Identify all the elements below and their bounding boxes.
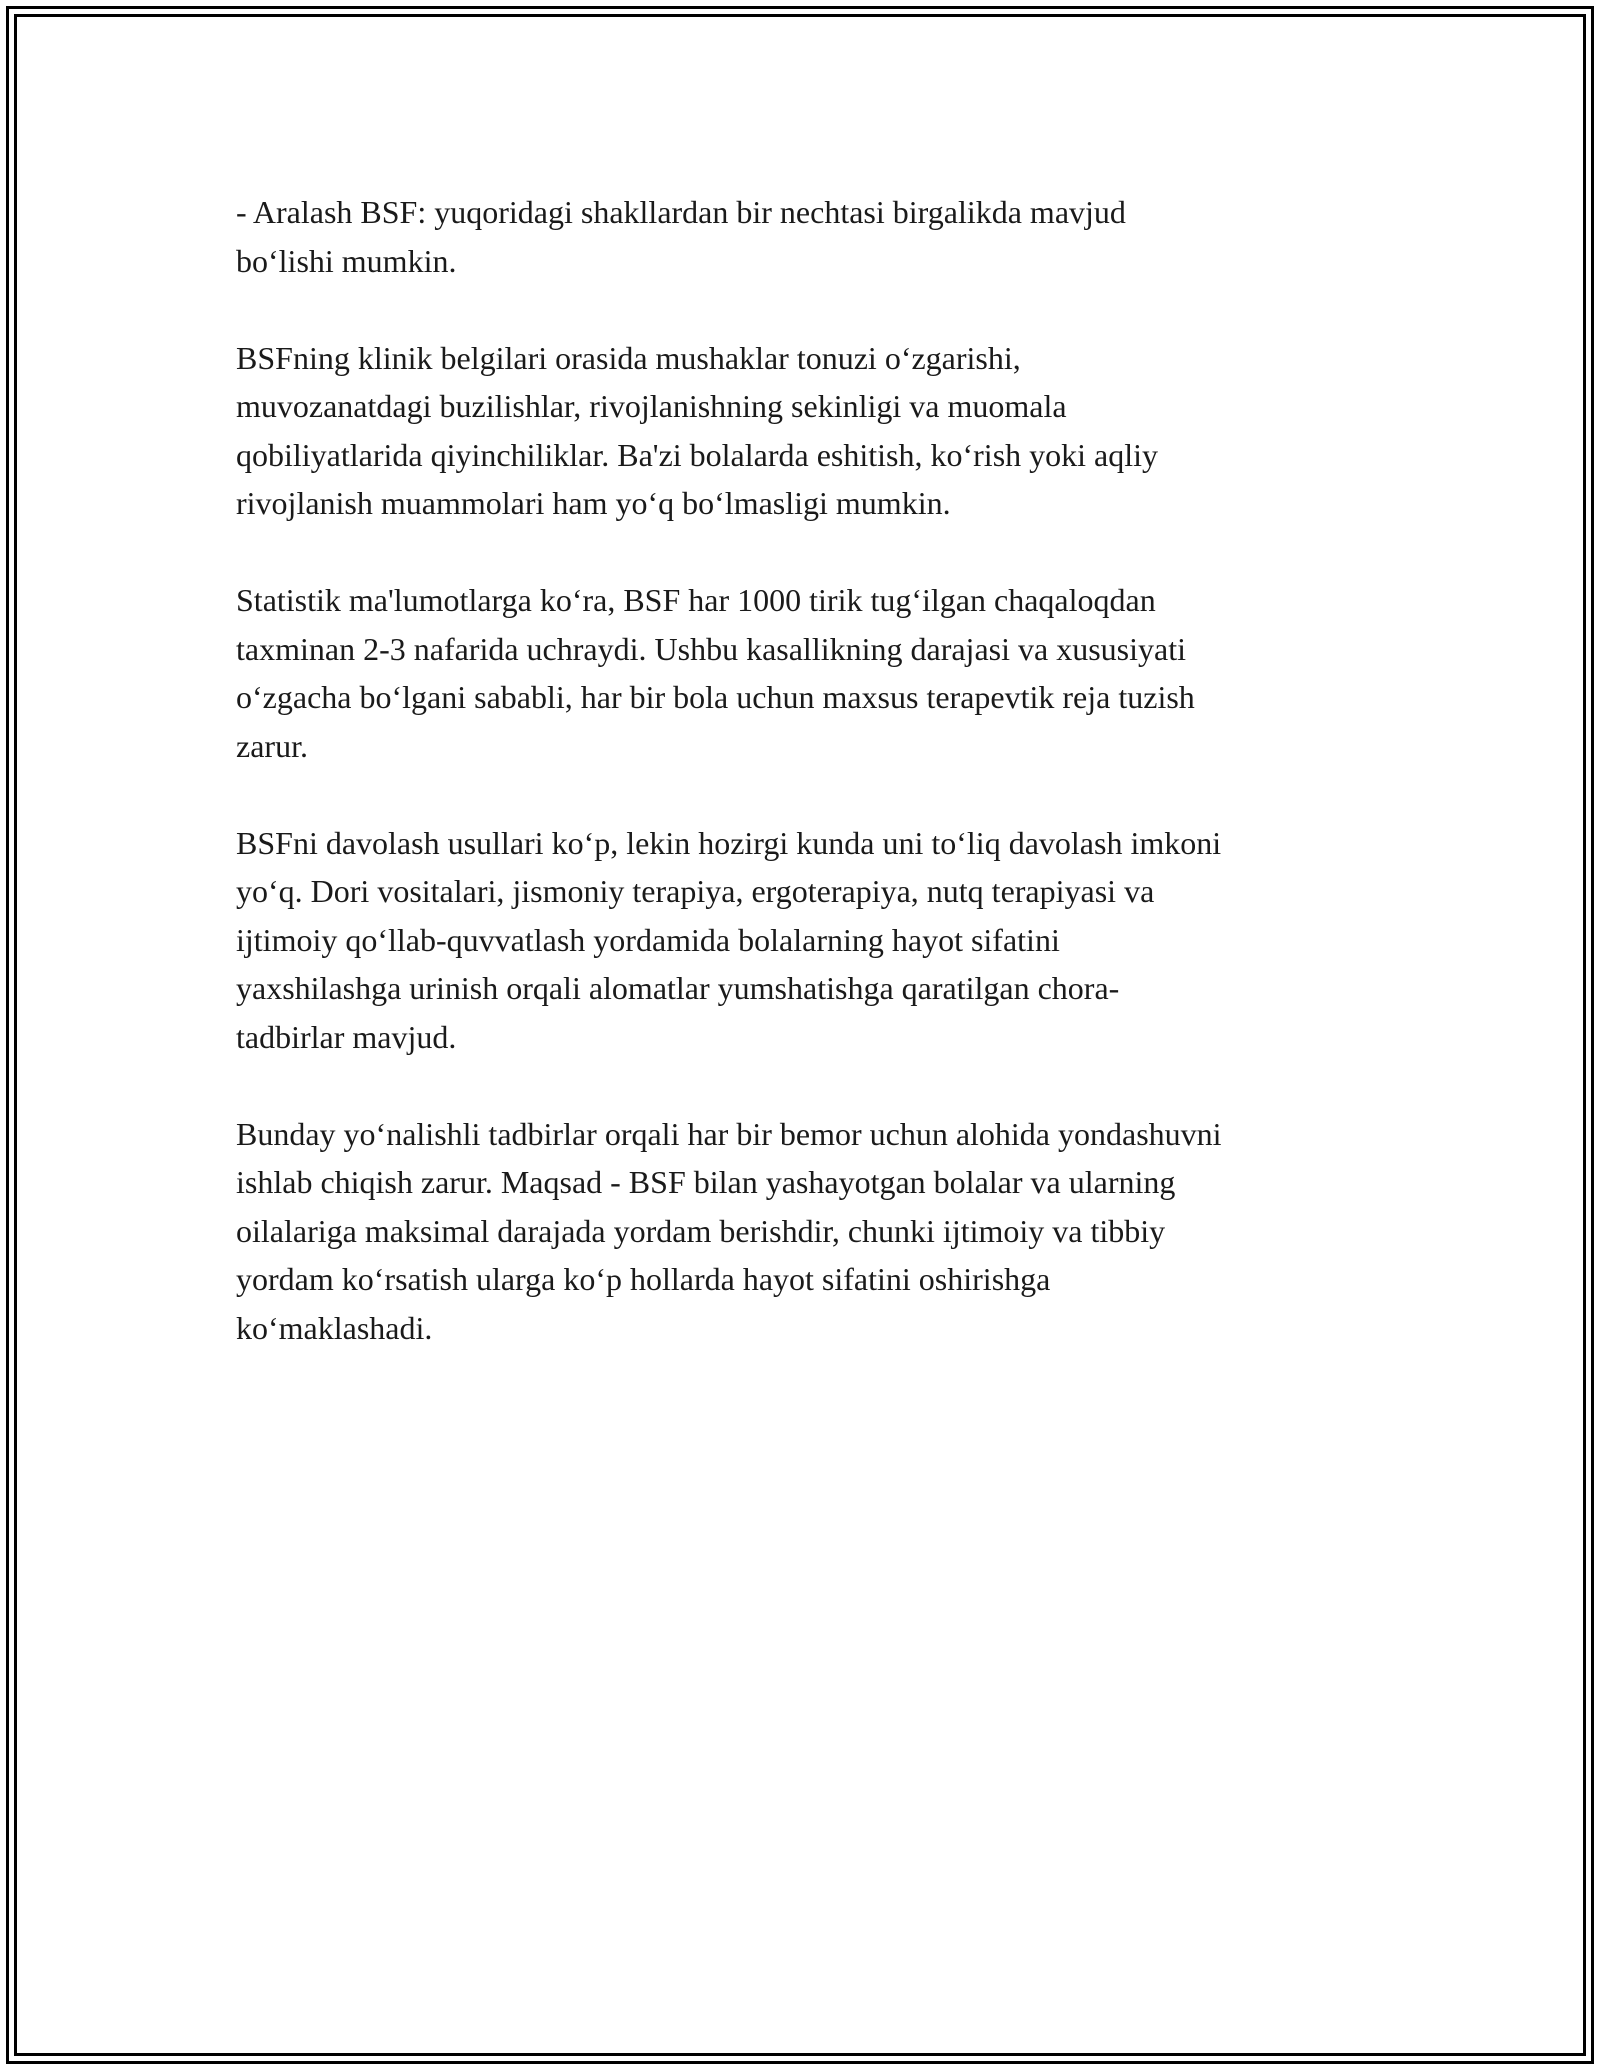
text-line: rivojlanish muammolari ham yo‘q bo‘lmasligi mumkin. (236, 485, 951, 521)
text-line: o‘zgacha bo‘lgani sababli, har bir bola uchun maxsus terapevtik reja tuzish (236, 679, 1195, 715)
paragraph-individual-approach (236, 1110, 1386, 1353)
text-line: zarur. (236, 727, 308, 764)
paragraph-clinical-signs (236, 334, 1386, 528)
paragraph-mixed-form (236, 188, 1386, 285)
text-line: BSFning klinik belgilari orasida mushaklar tonuzi o‘zgarishi, (236, 339, 1021, 376)
paragraph-statistics (236, 576, 1386, 770)
text-line: yaxshilashga urinish orqali alomatlar yumshatishga qaratilgan chora- (236, 970, 1120, 1006)
text-line: qobiliyatlarida qiyinchiliklar. Ba'zi bolalarda eshitish, ko‘rish yoki aqliy (236, 436, 1159, 473)
text-line: ishlab chiqish zarur. Maqsad - BSF bilan yashayotgan bolalar va ularning (236, 1164, 1176, 1200)
text-line: muvozanatdagi buzilishlar, rivojlanishning sekinligi va muomala (236, 388, 1067, 424)
text-line: tadbirlar mavjud. (236, 1018, 457, 1055)
text-line: bo‘lishi mumkin. (236, 242, 457, 279)
text-line: yo‘q. Dori vositalari, jismoniy terapiya, ergoterapiya, nutq terapiyasi va (236, 873, 1155, 909)
document-body (236, 188, 1386, 1401)
text-line: ko‘maklashadi. (236, 1309, 433, 1346)
text-line: ijtimoiy qo‘llab-quvvatlash yordamida bolalarning hayot sifatini (236, 921, 1060, 958)
text-line: yordam ko‘rsatish ularga ko‘p hollarda hayot sifatini oshirishga (236, 1261, 1051, 1297)
text-line: Bunday yo‘nalishli tadbirlar orqali har bir bemor uchun alohida yondashuvni (236, 1115, 1222, 1152)
text-line: taxminan 2-3 nafarida uchraydi. Ushbu kasallikning darajasi va xususiyati (236, 630, 1186, 667)
paragraph-treatment (236, 819, 1386, 1062)
text-line: BSFni davolash usullari ko‘p, lekin hozirgi kunda uni to‘liq davolash imkoni (236, 824, 1222, 861)
text-line: oilalariga maksimal darajada yordam berishdir, chunki ijtimoiy va tibbiy (236, 1212, 1166, 1249)
text-line: Statistik ma'lumotlarga ko‘ra, BSF har 1000 tirik tug‘ilgan chaqaloqdan (236, 582, 1156, 618)
text-line: - Aralash BSF: yuqoridagi shakllardan bir nechtasi birgalikda mavjud (236, 194, 1126, 230)
